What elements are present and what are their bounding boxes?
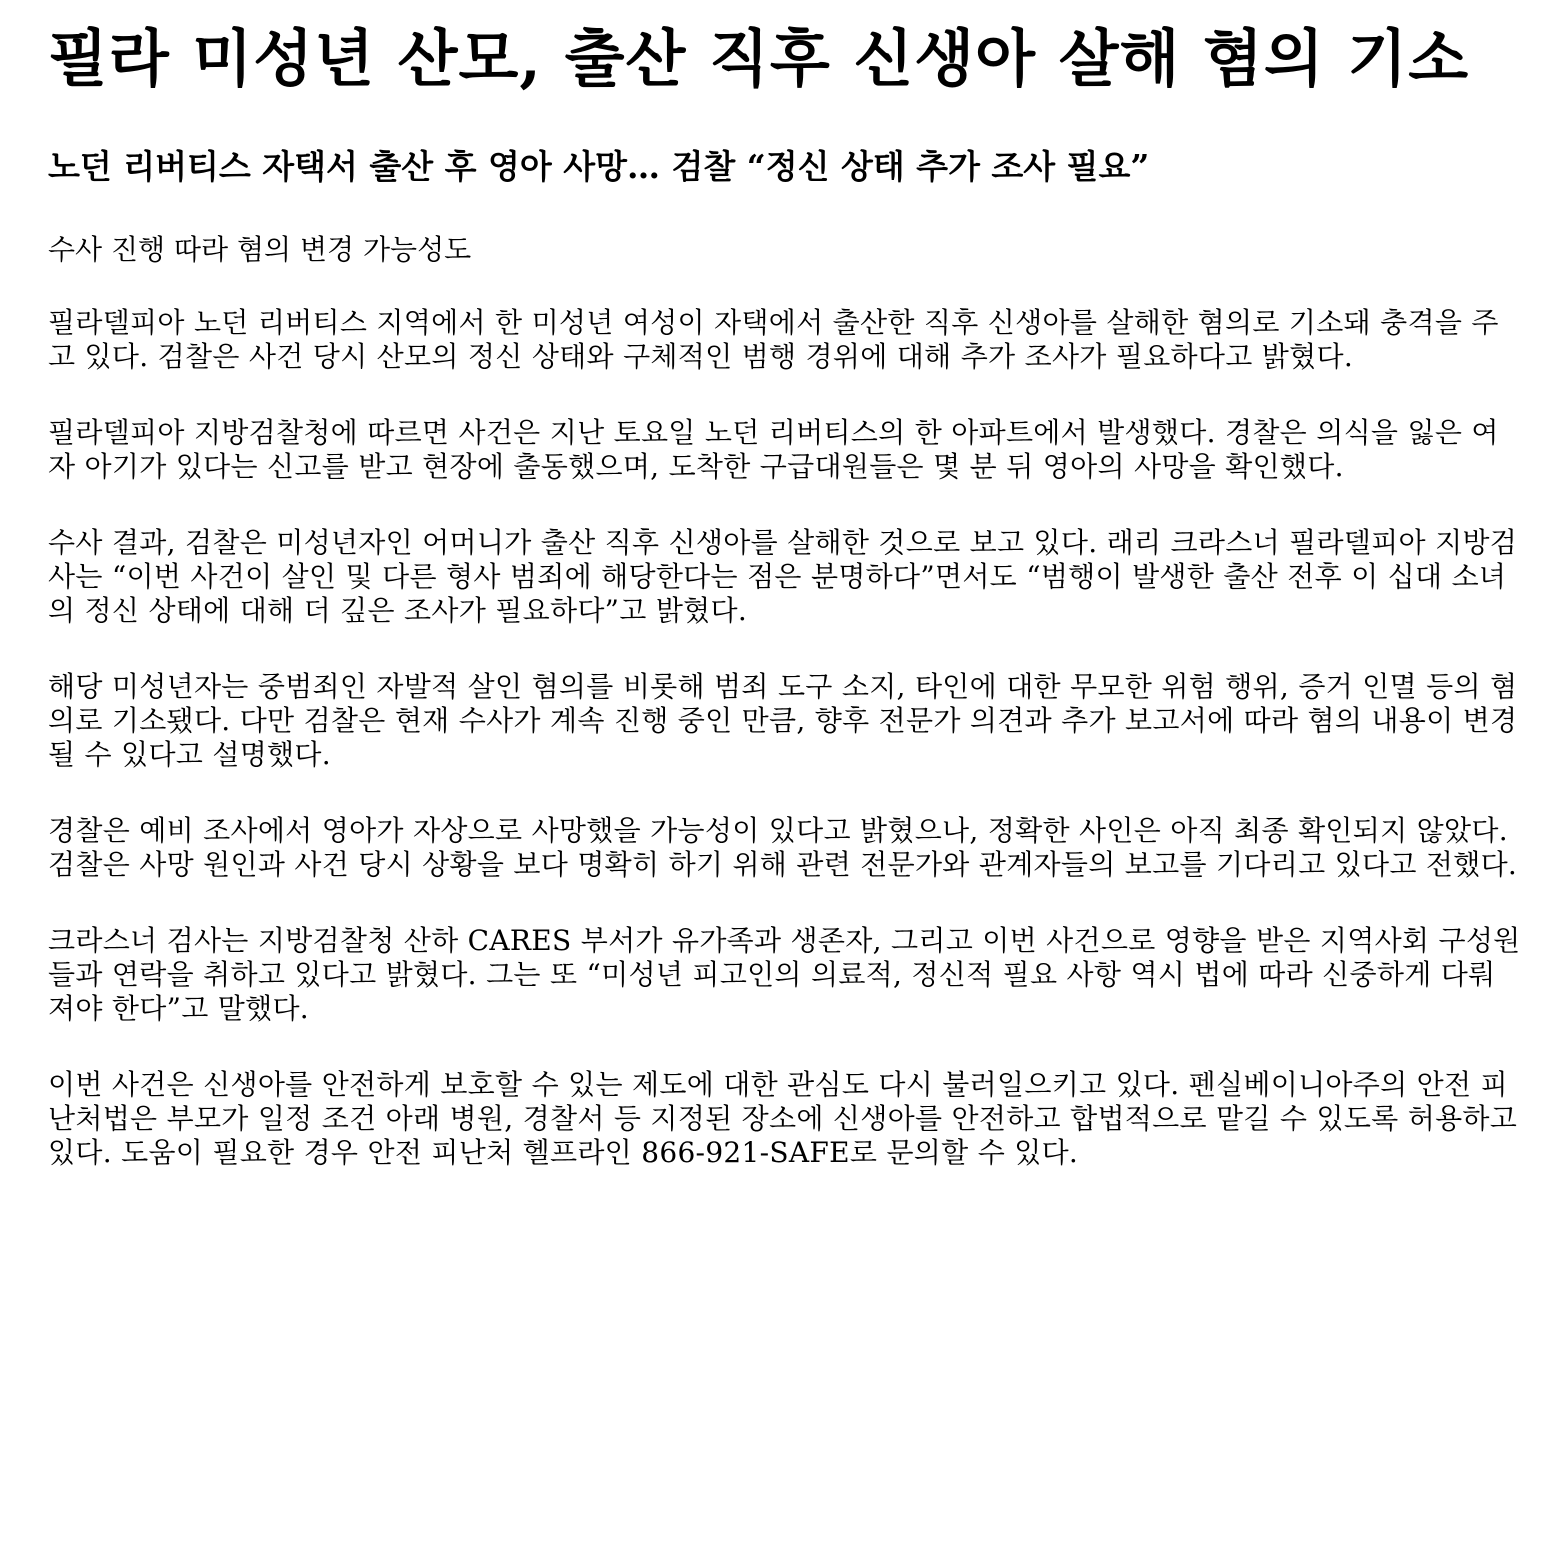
- article-body: [48, 306, 1522, 1170]
- article-subheadline: 노던 리버티스 자택서 출산 후 영아 사망… 검찰 “정신 상태 추가 조사 필요”: [48, 147, 1150, 186]
- article-paragraph: 해당 미성년자는 중범죄인 자발적 살인 혐의를 비롯해 범죄 도구 소지, 타인에 대한 무모한 위험 행위, 증거 인멸 등의 혐의로 기소됐다. 다만 검찰은 현재 수사가 계속 진행 중인 만큼, 향후 전문가 의견과 추가 보고서에 따라 혐의 내용이 변경될 수 있다고 설명했다.: [48, 670, 1518, 771]
- article-paragraph: 필라델피아 노던 리버티스 지역에서 한 미성년 여성이 자택에서 출산한 직후 신생아를 살해한 혐의로 기소돼 충격을 주고 있다. 검찰은 사건 당시 산모의 정신 상태와 구체적인 범행 경위에 대해 추가 조사가 필요하다고 밝혔다.: [48, 306, 1499, 373]
- article-paragraph: 필라델피아 지방검찰청에 따르면 사건은 지난 토요일 노던 리버티스의 한 아파트에서 발생했다. 경찰은 의식을 잃은 여자 아기가 있다는 신고를 받고 현장에 출동했으며, 도착한 구급대원들은 몇 분 뒤 영아의 사망을 확인했다.: [48, 416, 1499, 483]
- article-paragraph: 수사 결과, 검찰은 미성년자인 어머니가 출산 직후 신생아를 살해한 것으로 보고 있다. 래리 크라스너 필라델피아 지방검사는 “이번 사건이 살인 및 다른 형사 범죄에 해당한다는 점은 분명하다”면서도 “범행이 발생한 출산 전후 이 십대 소녀의 정신 상태에 대해 더 깊은 조사가 필요하다”고 밝혔다.: [48, 526, 1518, 627]
- article-paragraph: 경찰은 예비 조사에서 영아가 자상으로 사망했을 가능성이 있다고 밝혔으나, 정확한 사인은 아직 최종 확인되지 않았다. 검찰은 사망 원인과 사건 당시 상황을 보다 명확히 하기 위해 관련 전문가와 관계자들의 보고를 기다리고 있다고 전했다.: [48, 814, 1518, 881]
- article-deck: 수사 진행 따라 혐의 변경 가능성도: [48, 233, 472, 266]
- article-headline: 필라 미성년 산모, 출산 직후 신생아 살해 혐의 기소: [48, 22, 1470, 95]
- article-paragraph: 크라스너 검사는 지방검찰청 산하 CARES 부서가 유가족과 생존자, 그리고 이번 사건으로 영향을 받은 지역사회 구성원들과 연락을 취하고 있다고 밝혔다. 그는 또 “미성년 피고인의 의료적, 정신적 필요 사항 역시 법에 따라 신중하게 다뤄져야 한다”고 말했다.: [48, 924, 1521, 1025]
- article-paragraph: 이번 사건은 신생아를 안전하게 보호할 수 있는 제도에 대한 관심도 다시 불러일으키고 있다. 펜실베이니아주의 안전 피난처법은 부모가 일정 조건 아래 병원, 경찰서 등 지정된 장소에 신생아를 안전하고 합법적으로 맡길 수 있도록 허용하고 있다. 도움이 필요한 경우 안전 피난처 헬프라인 866-921-SAFE로 문의할 수 있다.: [48, 1068, 1518, 1169]
